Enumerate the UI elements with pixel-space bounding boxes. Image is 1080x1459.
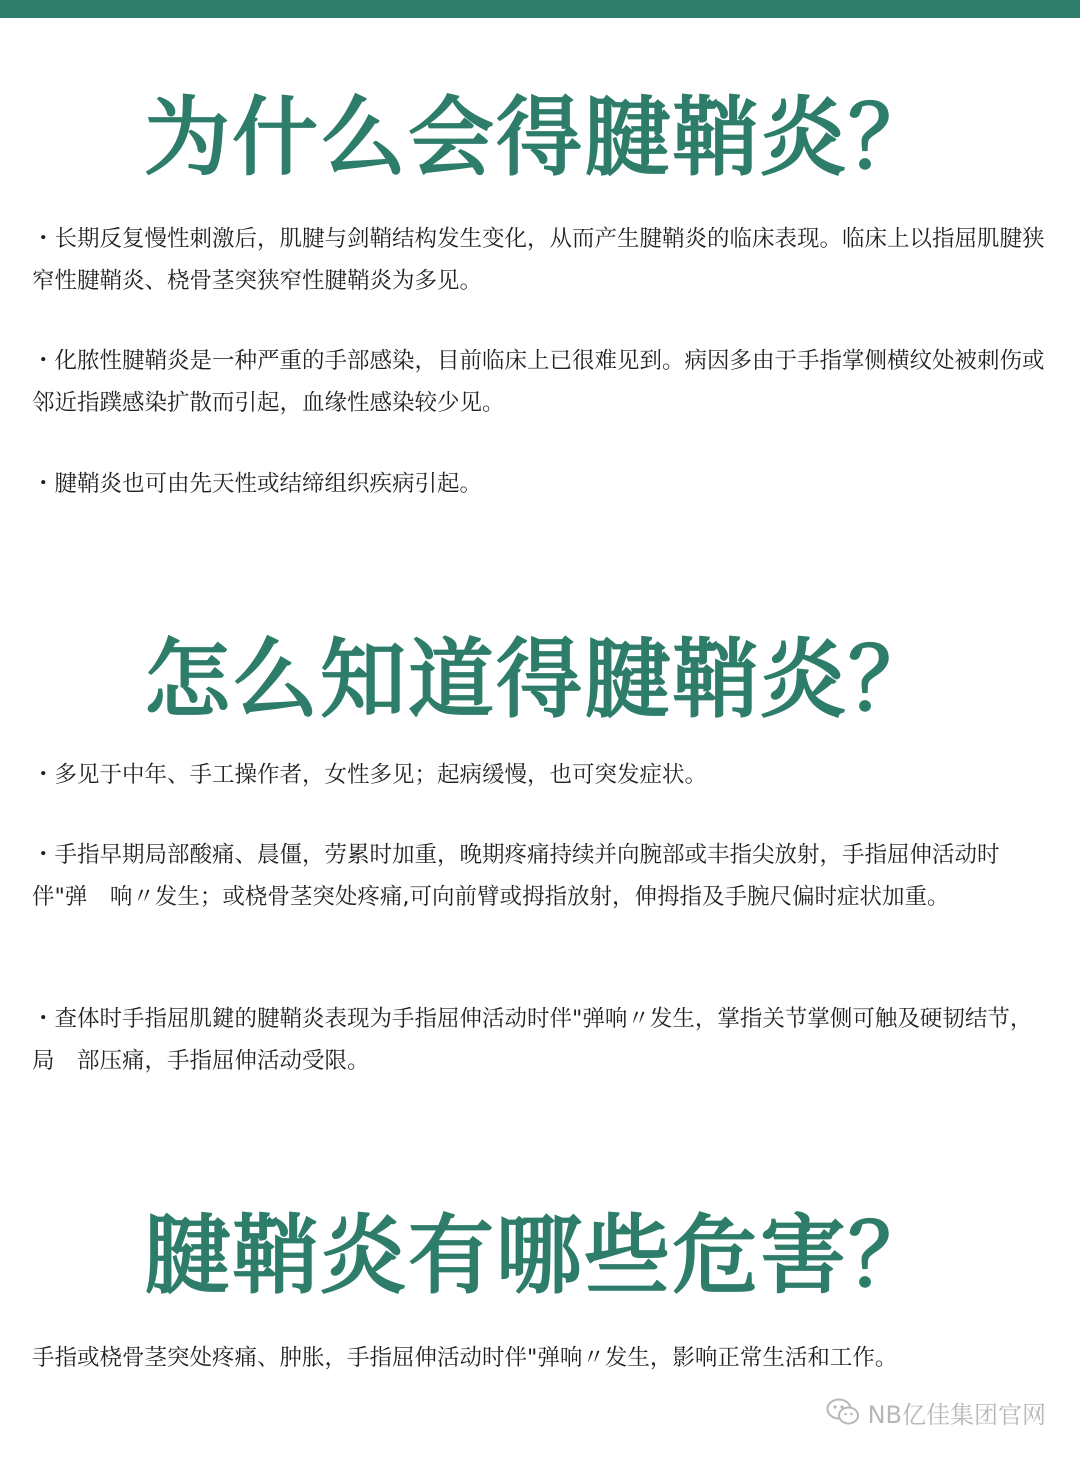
section-1-paragraph-2: ・化脓性腱鞘炎是一种严重的手部感染，目前临床上已很难见到。病因多由于手指掌侧横纹处被刺伤或邻近指蹼感染扩散而引起，血缘性感染较少见。 (32, 348, 1045, 416)
watermark (826, 1392, 1046, 1432)
top-accent-bar (0, 0, 1080, 18)
section-3-paragraph-1: 手指或桡骨茎突处疼痛、肿胀，手指屈伸活动时伴"弹响〃发生，影响正常生活和工作。 (32, 1345, 898, 1371)
section-heading-3: 腱鞘炎有哪些危害？ (144, 1206, 936, 1306)
section-2-paragraph-2: ・手指早期局部酸痛、晨僵，劳累时加重，晚期疼痛持续并向腕部或丰指尖放射，手指屈伸活动时伴"弹 响〃发生；或桡骨茎突处疼痛,可向前臂或拇指放射，伸拇指及手腕尺偏时症状加重。 (32, 842, 1000, 910)
watermark-text: NB亿佳集团官网 (867, 1400, 1046, 1429)
section-2-paragraph-1: ・多见于中年、手工操作者，女性多见；起病缓慢，也可突发症状。 (32, 762, 708, 788)
section-2-paragraph-3: ・查体时手指屈肌鍵的腱鞘炎表现为手指屈伸活动时伴"弹响〃发生，掌指关节掌侧可触及硬韧结节，局 部压痛，手指屈伸活动受限。 (32, 1006, 1033, 1074)
wechat-icon (826, 1398, 860, 1426)
section-heading-2: 怎么知道得腱鞘炎？ (144, 630, 936, 730)
section-heading-1: 为什么会得腱鞘炎？ (144, 88, 936, 188)
section-1-paragraph-1: ・长期反复慢性刺激后，肌腱与剑鞘结构发生变化，从而产生腱鞘炎的临床表现。临床上以指屈肌腱狭窄性腱鞘炎、桡骨茎突狭窄性腱鞘炎为多见。 (32, 226, 1045, 294)
section-1-paragraph-3: ・腱鞘炎也可由先天性或结缔组织疾病引起。 (32, 471, 483, 497)
